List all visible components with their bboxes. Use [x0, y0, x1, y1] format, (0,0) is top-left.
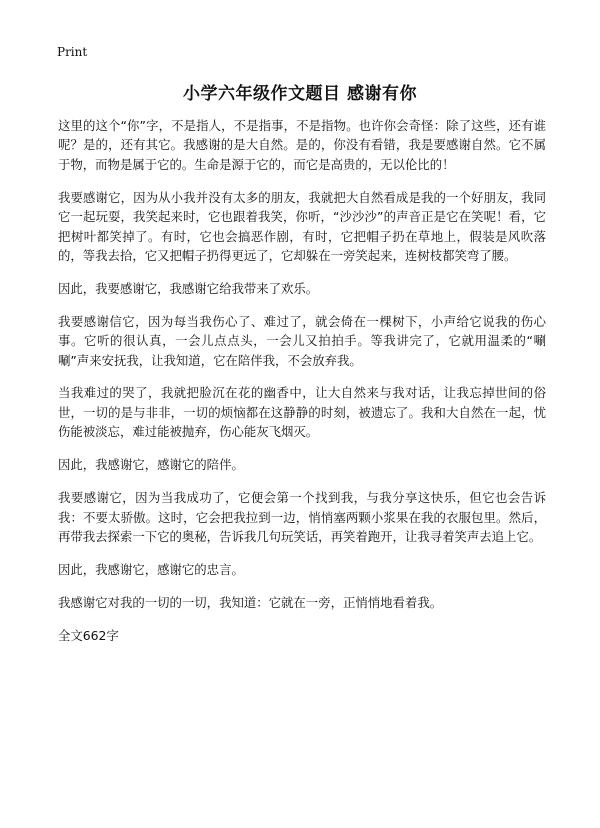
- paragraph: 这里的这个“你”字，不是指人，不是指事，不是指物。也许你会奇怪：除了这些，还有谁呢？是的，还有其它。我感谢的是大自然。是的，你没有看错，我是要感谢自然。它不属于物，而物是属于它的。生命是源于它的，而它是高贵的，无以伦比的！: [58, 118, 546, 172]
- article-body: [58, 116, 546, 645]
- paragraph: 因此，我要感谢它，我感谢它给我带来了欢乐。: [58, 280, 319, 296]
- paragraph: 当我难过的哭了，我就把脸沉在花的幽香中，让大自然来与我对话，让我忘掉世间的俗世，一切的是与非非，一切的烦恼都在这静静的时刻，被遗忘了。我和大自然在一起，忧伤能被淡忘，难过能被抛弃，伤心能灰飞烟灭。: [58, 385, 546, 440]
- paragraph: 我要感谢它，因为从小我并没有太多的朋友，我就把大自然看成是我的一个好朋友，我同它一起玩耍，我笑起来时，它也跟着我笑，你听，“沙沙沙”的声音正是它在笑呢！看，它把树叶都笑掉了。有时，它也会搞恶作剧，有时，它把帽子扔在草地上，假装是风吹落的，等我去拾，它又把帽子扔得更远了，它却躲在一旁笑起来，连树枝都笑弯了腰。: [58, 189, 546, 263]
- paragraph: 我要感谢它，因为当我成功了，它便会第一个找到我，与我分享这快乐，但它也会告诉我：不要太骄傲。这时，它会把我拉到一边，悄悄塞两颗小浆果在我的衣服包里。然后，再带我去探索一下它的奥秘，告诉我几句玩笑话，再笑着跑开，让我寻着笑声去追上它。: [58, 490, 546, 544]
- word-count: 全文662字: [58, 627, 119, 643]
- paragraph: 因此，我感谢它，感谢它的忠言。: [58, 561, 244, 577]
- print-link[interactable]: Print: [57, 45, 88, 59]
- paragraph: 因此，我感谢它，感谢它的陪伴。: [58, 457, 244, 473]
- paragraph: 我要感谢信它，因为每当我伤心了、难过了，就会倚在一棵树下，小声给它说我的伤心事。它听的很认真，一会儿点点头，一会儿又拍拍手。等我讲完了，它就用温柔的“唰唰”声来安抚我，让我知道，它在陪伴我，不会放弃我。: [58, 313, 546, 368]
- article-title: 小学六年级作文题目 感谢有你: [183, 84, 417, 104]
- paragraph: 我感谢它对我的一切的一切，我知道：它就在一旁，正悄悄地看着我。: [58, 594, 443, 610]
